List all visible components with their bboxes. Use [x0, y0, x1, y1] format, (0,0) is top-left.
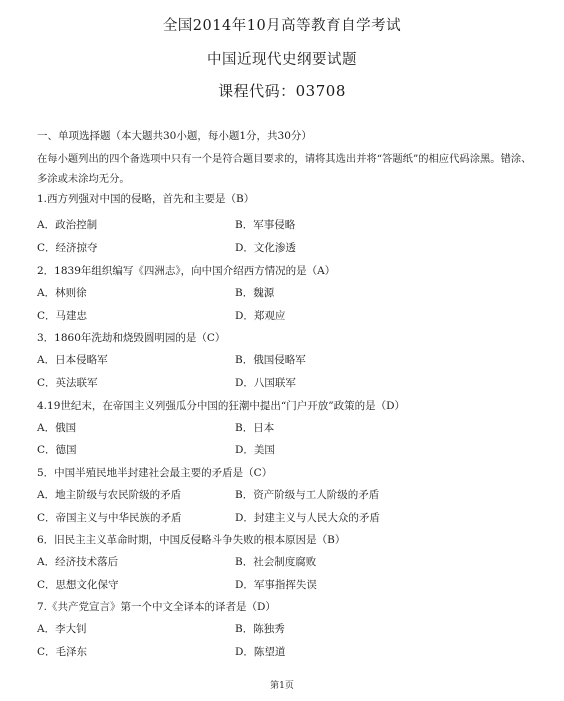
question-2-stem: 2．1839年组织编写《四洲志》，向中国介绍西方情况的是（A）	[37, 265, 336, 277]
question-5-option-a: A．地主阶级与农民阶级的矛盾	[37, 489, 182, 501]
question-7-stem: 7.《共产党宣言》第一个中文全译本的译者是（D）	[37, 601, 276, 613]
question-3-option-a: A．日本侵略军	[37, 354, 108, 366]
question-4-option-a: A．俄国	[37, 422, 77, 434]
page-number: 第1页	[270, 681, 294, 691]
question-4-stem: 4.19世纪末，在帝国主义列强瓜分中国的狂潮中提出“门户开放”政策的是（D）	[37, 400, 406, 412]
question-3-option-d: D．八国联军	[235, 377, 296, 389]
question-7-option-d: D．陈望道	[235, 646, 286, 658]
exam-title: 全国2014年10月高等教育自学考试	[162, 18, 402, 34]
subject-title: 中国近现代史纲要试题	[207, 52, 357, 68]
question-3-option-b: B．俄国侵略军	[235, 354, 306, 366]
course-code: 课程代码：03708	[218, 82, 346, 100]
question-5-option-c: C．帝国主义与中华民族的矛盾	[37, 512, 182, 524]
question-5-option-d: D．封建主义与人民大众的矛盾	[235, 512, 380, 524]
question-4-option-d: D．美国	[235, 444, 275, 456]
question-5-stem: 5．中国半殖民地半封建社会最主要的矛盾是（C）	[37, 467, 273, 479]
question-7-option-c: C．毛泽东	[37, 646, 88, 658]
question-6-stem: 6．旧民主主义革命时期，中国反侵略斗争失败的根本原因是（B）	[37, 534, 346, 546]
section-heading: 一、单项选择题（本大题共30小题，每小题1分，共30分）	[37, 130, 312, 142]
question-6-option-d: D．军事指挥失误	[235, 579, 317, 591]
question-2-option-a: A．林则徐	[37, 287, 87, 299]
question-4-option-b: B．日本	[235, 422, 275, 434]
question-1-option-b: B．军事侵略	[235, 219, 296, 231]
question-7-option-a: A．李大钊	[37, 623, 87, 635]
question-6-option-a: A．经济技术落后	[37, 556, 119, 568]
question-6-option-c: C．思想文化保守	[37, 579, 119, 591]
question-2-option-b: B．魏源	[235, 287, 275, 299]
question-3-option-c: C．英法联军	[37, 377, 98, 389]
question-2-option-d: D．郑观应	[235, 310, 286, 322]
question-1-option-d: D．文化渗透	[235, 242, 296, 254]
question-1-option-a: A．政治控制	[37, 219, 98, 231]
question-5-option-b: B．资产阶级与工人阶级的矛盾	[235, 489, 380, 501]
question-2-option-c: C．马建忠	[37, 310, 88, 322]
section-instructions: 在每小题列出的四个备选项中只有一个是符合题目要求的，请将其选出并将“答题纸”的相应代码涂黑。错涂、多涂或未涂均无分。	[37, 153, 532, 185]
question-4-option-c: C．德国	[37, 444, 77, 456]
question-1-stem: 1.西方列强对中国的侵略，首先和主要是（B）	[37, 193, 255, 205]
question-6-option-b: B．社会制度腐败	[235, 556, 317, 568]
question-3-stem: 3．1860年洗劫和烧毁圆明园的是（C）	[37, 332, 226, 344]
question-1-option-c: C．经济掠夺	[37, 242, 98, 254]
question-7-option-b: B．陈独秀	[235, 623, 285, 635]
